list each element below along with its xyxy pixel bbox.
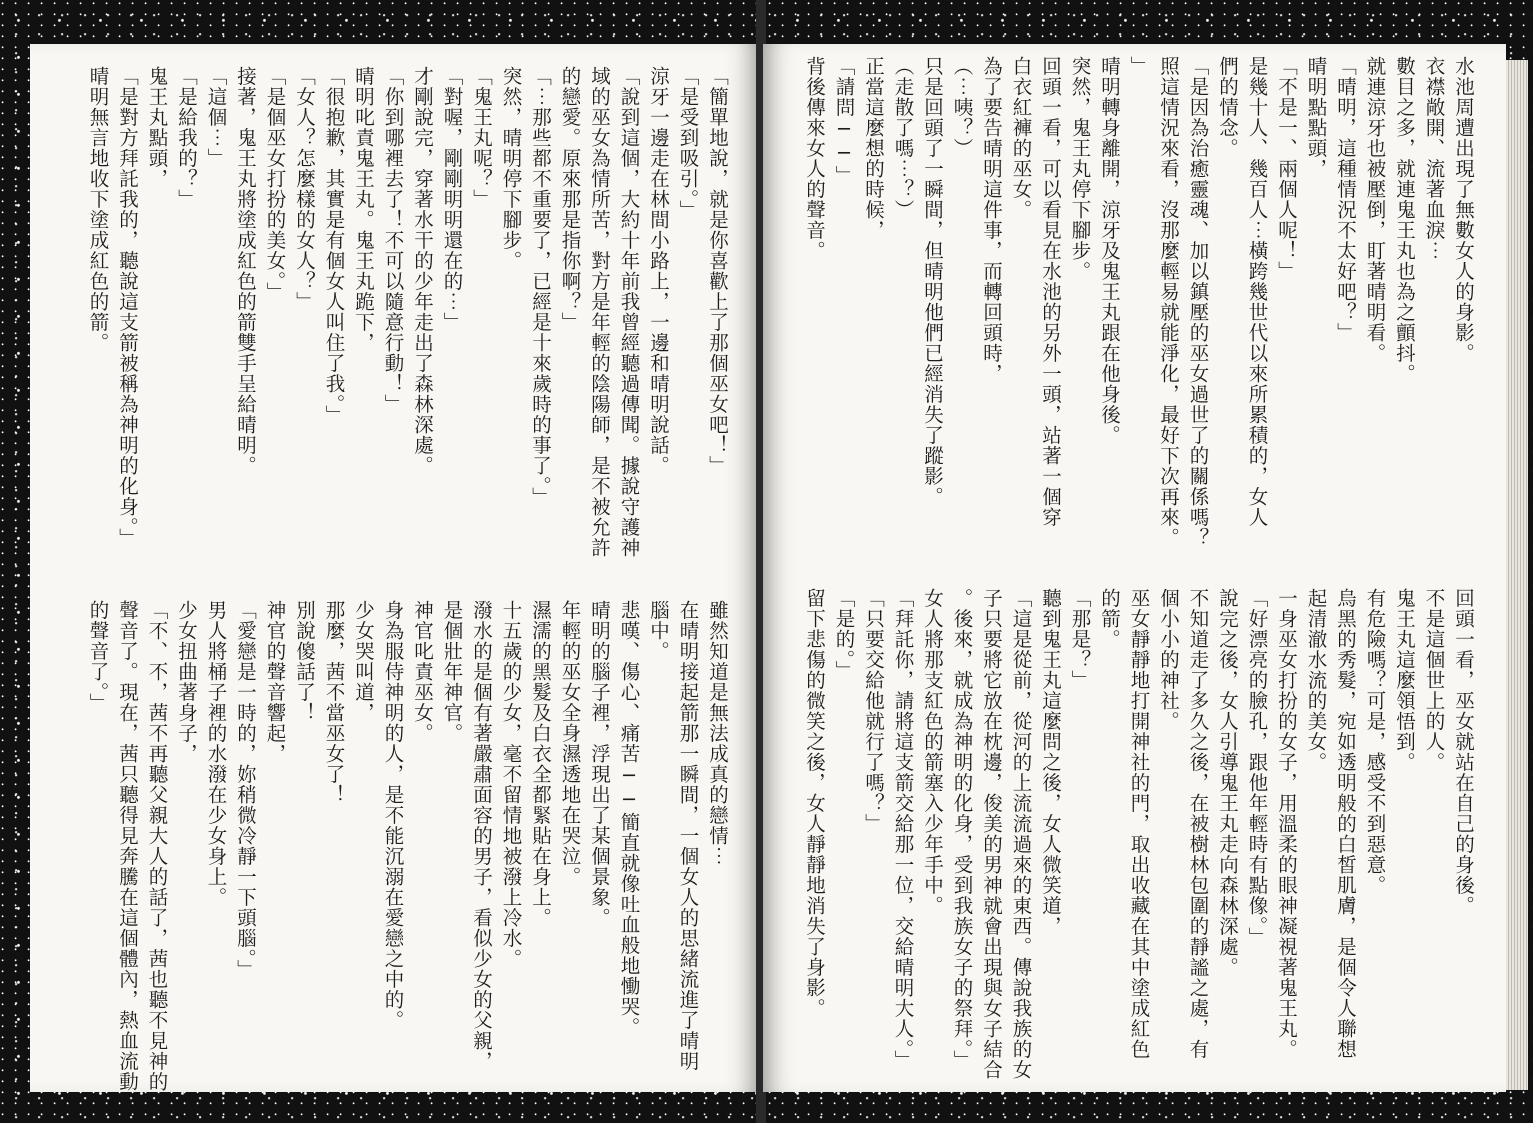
text-column: 們的情念。 [1216,56,1239,159]
text-column: 「⋯那些都不重要了，已經是十來歲時的事了。」 [529,66,552,508]
text-column: 「這是從前，從河的上流流過來的東西。傳說我族的女 [1009,588,1033,1080]
text-column: 不是這個世上的人。 [1422,588,1446,773]
text-column: 晴明叱責鬼王丸。鬼王丸跪下， [352,66,375,353]
text-column: 「說到這個，大約十年前我曾經聽過傳聞。據說守護神 [617,66,641,558]
right-page-top-text-block [800,56,1479,548]
text-column: 只是回頭了一瞬間，但晴明他們已經消失了蹤影。 [921,56,944,507]
text-column: 回頭一看，可以看見在水池的另外一頭，站著一個穿 [1039,56,1062,528]
text-column: 白衣紅褲的巫女。 [1009,56,1033,220]
left-page-top-text-block [83,66,732,558]
text-column: 為了要告晴明這件事，而轉回頭時， [980,56,1003,384]
text-column: 是個壯年神官。 [440,600,464,744]
text-column: 「你到哪裡去了！不可以隨意行動！」 [381,66,405,415]
text-column: 一身巫女打扮的女子，用溫柔的眼神凝視著鬼王丸。 [1275,588,1298,1060]
text-column: 男人將桶子裡的水潑在少女身上。 [204,600,228,908]
text-column: 不知道走了多久之後，在被樹林包圍的靜謐之處，有 [1186,588,1210,1060]
text-column: 濕濡的黑髮及白衣全都緊貼在身上。 [529,600,552,928]
right-page [763,44,1506,1092]
text-column: 身為服侍神明的人，是不能沉溺在愛戀之中的。 [381,600,405,1031]
text-column: 晴明轉身離開，涼牙及鬼王丸跟在他身後。 [1098,56,1121,446]
text-column: 留下悲傷的微笑之後，女人靜靜地消失了身影。 [803,588,826,1019]
text-column: 「是受到吸引。」 [676,66,700,221]
text-column: 聲音了。現在，茜只聽得見奔騰在這個體內，熱血流動 [116,600,139,1092]
text-column: （⋯咦？） [950,56,974,159]
text-column: 「是對方拜託我的，聽說這支箭被稱為神明的化身。」 [116,66,139,549]
right-page-bottom-text-block [800,588,1479,1080]
text-column: 潑水的是個有著嚴肅面容的男子，看似少女的父親， [470,600,493,1072]
text-column: 就連涼牙也被壓倒，盯著晴明看。 [1363,56,1387,364]
text-column: 腦中。 [647,600,670,662]
text-column: 晴明無言地收下塗成紅色的箭。 [86,66,110,353]
text-column: 背後傳來女人的聲音。 [803,56,826,261]
text-column: 悲嘆、傷心、痛苦──簡直就像吐血般地慟哭。 [617,600,641,1038]
text-column: 的箭。 [1098,588,1121,650]
text-column: 接著，鬼王丸將塗成紅色的箭雙手呈給晴明。 [234,66,257,476]
text-column: （走散了嗎⋯？） [891,56,915,220]
text-column: 少女扭曲著身子， [175,600,198,764]
text-column: 「鬼王丸呢？」 [470,66,493,210]
text-column: 起清澈水流的美女。 [1304,588,1328,773]
text-column: 照這情況來看，沒那麼輕易就能淨化，最好下次再來。 [1157,56,1180,548]
text-column: 「愛戀是一時的，妳稍微冷靜一下頭腦。」 [234,600,257,980]
left-page [30,44,758,1092]
text-column: 烏黑的秀髮，宛如透明般的白皙肌膚，是個令人聯想 [1334,588,1357,1060]
text-column: 晴明的腦子裡，浮現出了某個景象。 [588,600,611,928]
text-column: 神官的聲音響起， [263,600,287,764]
text-column: 突然，鬼王丸停下腳步。 [1068,56,1092,282]
text-column: 正當這麼想的時候， [862,56,885,241]
text-column: 域的巫女為情所苦，對方是年輕的陰陽師，是不被允許 [588,66,611,558]
text-column: 。後來，就成為神明的化身，受到我族女子的祭拜。」 [950,588,974,1071]
text-column: 「是給我的？」 [175,66,198,210]
text-column: 別說傻話了！ [293,600,316,723]
text-column: 聽到鬼王丸這麼問之後，女人微笑道， [1039,588,1062,937]
text-column: 回頭一看，巫女就站在自己的身後。 [1452,588,1475,916]
left-page-bottom-text-block [83,600,732,1092]
text-column: 是幾十人、幾百人⋯橫跨幾世代以來所累積的，女人 [1245,56,1269,528]
text-column: 說完之後，女人引導鬼王丸走向森林深處。 [1216,588,1239,978]
text-column: 晴明點點頭， [1304,56,1328,179]
text-column: 「是的。」 [832,588,856,681]
text-column: 「好漂亮的臉孔，跟他年輕時有點像。」 [1245,588,1269,948]
text-column: 「簡單地說，就是你喜歡上了那個巫女吧！」 [706,66,729,476]
text-column: 「只要交給他就行了嗎？」 [862,588,885,834]
text-column: 「很抱歉，其實是有個女人叫住了我。」 [322,66,346,426]
text-column: 才剛說完，穿著水干的少年走出了森林深處。 [411,66,434,476]
text-column: 涼牙一邊走在林間小路上，一邊和晴明說話。 [647,66,670,476]
text-column: 」 [1127,56,1151,77]
text-column: 的戀愛。原來那是指你啊？」 [558,66,582,333]
text-column: 神官叱責巫女。 [411,600,434,744]
text-column: 「對喔，剛剛明明還在的⋯」 [440,66,464,333]
text-column: 「不、不，茜不再聽父親大人的話了，茜也聽不見神的 [145,600,169,1092]
text-column: 的聲音了。」 [86,600,110,714]
text-column: 那麼，茜不當巫女了！ [322,600,346,805]
text-column: 「是個巫女打扮的美女。」 [263,66,287,303]
text-column: 鬼王丸這麼領悟到。 [1393,588,1416,773]
text-column: 個小小的神社。 [1157,588,1180,732]
text-column: 衣襟敞開、流著血淚⋯ [1422,56,1446,261]
text-column: 突然，晴明停下腳步。 [499,66,523,271]
text-column: 女人將那支紅色的箭塞入少年手中。 [921,588,944,916]
text-column: 雖然知道是無法成真的戀情⋯ [706,600,729,867]
text-column: 「女人？怎麼樣的女人？」 [293,66,316,312]
text-column: 鬼王丸點頭， [145,66,169,189]
text-column: 「是因為治癒靈魂、加以鎮壓的巫女過世了的關係嗎？ [1186,56,1210,548]
text-column: 「請問──」 [832,56,856,186]
text-column: 「這個⋯」 [204,66,228,169]
text-column: 年輕的巫女全身濕透地在哭泣。 [558,600,582,887]
text-column: 子只要將它放在枕邊，俊美的男神就會出現與女子結合 [980,588,1003,1080]
text-column: 水池周遭出現了無數女人的身影。 [1452,56,1475,364]
text-column: 巫女靜靜地打開神社的門，取出收藏在其中塗成紅色 [1127,588,1151,1060]
text-column: 「拜託你，請將這支箭交給那一位，交給晴明大人。」 [891,588,915,1071]
text-column: 「那是？」 [1068,588,1092,691]
text-column: 有危險嗎？可是，感受不到惡意。 [1363,588,1387,896]
text-column: 十五歲的少女，毫不留情地被潑上冷水。 [499,600,523,969]
text-column: 「不是一、兩個人呢！」 [1275,56,1298,282]
text-column: 數目之多，就連鬼王丸也為之顫抖。 [1393,56,1416,384]
page-stack-edge [1506,60,1528,1090]
text-column: 「晴明，這種情況不太好吧？」 [1334,56,1357,343]
text-column: 在晴明接起箭那一瞬間，一個女人的思緒流進了晴明 [676,600,700,1072]
text-column: 少女哭叫道， [352,600,375,723]
